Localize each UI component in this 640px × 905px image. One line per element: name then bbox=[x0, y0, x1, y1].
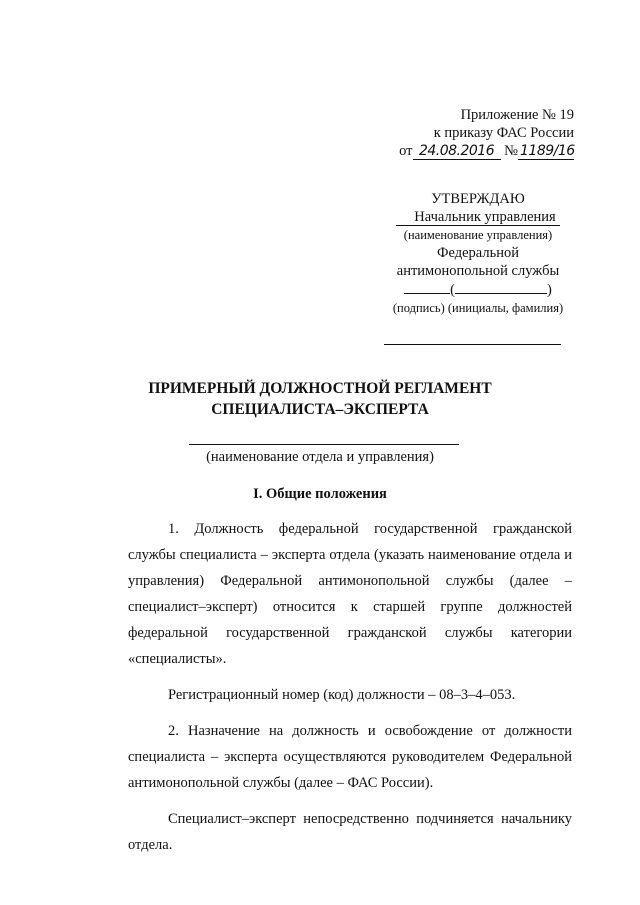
annex-order-ref: к приказу ФАС России bbox=[433, 125, 574, 141]
annex-header bbox=[399, 106, 574, 160]
title-line-2: СПЕЦИАЛИСТА–ЭКСПЕРТА bbox=[211, 401, 429, 418]
name-blank bbox=[455, 280, 547, 294]
paragraph-2: 2. Назначение на должность и освобождение от должности специалиста – эксперта осуществляются руководителем Федеральной антимонопольной службы (далее – ФАС России). bbox=[128, 723, 572, 791]
document-title bbox=[0, 378, 640, 420]
signature-open-paren: ( bbox=[450, 282, 455, 298]
signature-blank bbox=[404, 280, 450, 294]
approval-block bbox=[378, 190, 578, 317]
approval-position: Начальник управления bbox=[396, 210, 559, 226]
approval-org-line2: антимонопольной службы bbox=[396, 263, 560, 279]
handwritten-number: 1189/16 bbox=[520, 143, 575, 159]
dept-caption: (наименование отдела и управления) bbox=[206, 449, 434, 465]
approval-date-blank bbox=[384, 344, 561, 345]
number-prefix: № bbox=[504, 143, 518, 159]
paragraph-subordination: Специалист–эксперт непосредственно подчиняется начальнику отдела. bbox=[128, 811, 572, 853]
document-body bbox=[128, 516, 572, 858]
section-heading: I. Общие положения bbox=[253, 486, 387, 502]
approval-position-row bbox=[378, 208, 578, 226]
paragraph-registration: Регистрационный номер (код) должности – 08–3–4–053. bbox=[168, 687, 516, 703]
title-line-1: ПРИМЕРНЫЙ ДОЛЖНОСТНОЙ РЕГЛАМЕНТ bbox=[148, 380, 492, 397]
approval-heading: УТВЕРЖДАЮ bbox=[431, 191, 525, 207]
signature-close-paren: ) bbox=[547, 282, 552, 298]
annex-date-line bbox=[399, 142, 574, 160]
approval-org-line1: Федеральной bbox=[437, 245, 519, 261]
signature-line bbox=[378, 280, 578, 299]
handwritten-date: 24.08.2016 bbox=[413, 144, 501, 160]
approval-position-caption: (наименование управления) bbox=[403, 228, 553, 242]
from-prefix: от bbox=[399, 143, 413, 159]
signature-caption: (подпись) (инициалы, фамилия) bbox=[392, 301, 564, 315]
annex-number: Приложение № 19 bbox=[460, 107, 574, 123]
paragraph-1: 1. Должность федеральной государственной гражданской службы специалиста – эксперта отдела (указать наименование отдела и управления) Федеральной антимонопольной службы (далее – специалист–эксперт) относится к старшей группе должностей федеральной государственной гражданской службы категории «специалисты». bbox=[128, 521, 572, 667]
dept-blank-line bbox=[189, 444, 459, 445]
